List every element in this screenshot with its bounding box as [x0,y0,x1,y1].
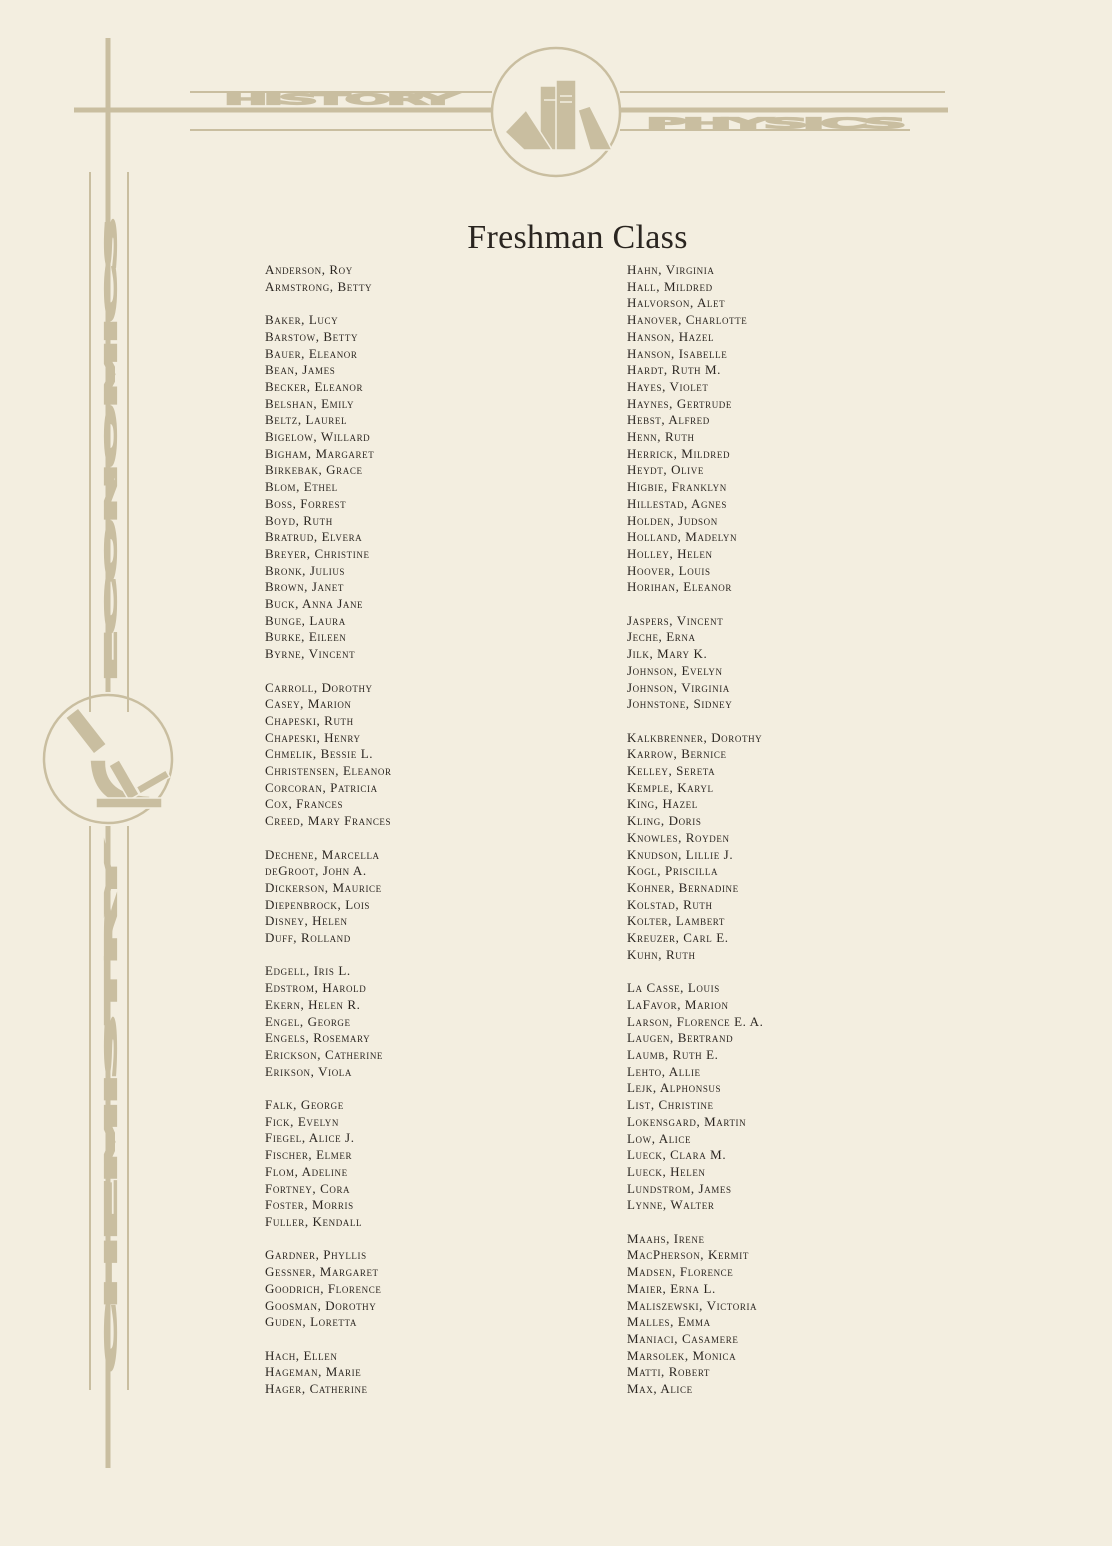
student-name: Kuhn, Ruth [627,946,696,962]
student-name: Kolter, Lambert [627,913,725,929]
student-name: King, Hazel [627,796,698,812]
student-name: Engel, George [265,1013,351,1029]
student-name: Low, Alice [627,1130,692,1146]
student-name: Kolstad, Ruth [627,896,713,912]
student-name: Kalkbrenner, Dorothy [627,729,763,745]
name-group [627,980,927,1214]
student-name: Dickerson, Maurice [265,879,382,895]
student-name: Kling, Doris [627,813,702,829]
name-group [627,730,927,964]
student-name: La Casse, Louis [627,980,720,996]
name-group [265,680,565,830]
student-name: Barstow, Betty [265,328,359,344]
student-name: MacPherson, Kermit [627,1247,749,1263]
student-name: Boss, Forrest [265,495,347,511]
name-group [627,262,927,596]
student-name: Maniaci, Casamere [627,1330,739,1346]
student-name: Edstrom, Harold [265,980,367,996]
name-group [265,847,565,947]
name-group [627,1231,927,1398]
page-title: Freshman Class [467,218,688,256]
student-name: Christensen, Eleanor [265,763,392,779]
student-name: Edgell, Iris L. [265,963,351,979]
student-name: Malles, Emma [627,1314,711,1330]
student-name: Herrick, Mildred [627,445,731,461]
student-name: Duff, Rolland [265,930,351,946]
student-name: Hanson, Hazel [627,328,715,344]
student-name: Fick, Evelyn [265,1113,339,1129]
student-name: Creed, Mary Frances [265,813,392,829]
student-name: Lundstrom, James [627,1180,732,1196]
student-name: Marsolek, Monica [627,1347,737,1363]
student-name: Jilk, Mary K. [627,646,708,662]
student-name: Horihan, Eleanor [627,579,732,595]
student-name: Guden, Loretta [265,1314,357,1330]
name-group [265,262,565,295]
student-name: Beltz, Laurel [265,412,348,428]
student-name: Kogl, Priscilla [627,863,719,879]
name-column-left [265,262,565,1414]
student-name: Fiegel, Alice J. [265,1130,355,1146]
student-name: Boyd, Ruth [265,512,333,528]
student-name: Ekern, Helen R. [265,996,361,1012]
student-name: Halvorson, Alet [627,295,726,311]
student-name: Lueck, Clara M. [627,1147,727,1163]
student-name: Cox, Frances [265,796,344,812]
student-name: List, Christine [627,1097,714,1113]
student-name: LaFavor, Marion [627,996,729,1012]
student-name: Blom, Ethel [265,479,338,495]
student-name: Bauer, Eleanor [265,345,358,361]
student-name: Laugen, Bertrand [627,1030,734,1046]
name-group [265,1247,565,1331]
student-name: Kemple, Karyl [627,779,714,795]
student-name: Bratrud, Elvera [265,529,363,545]
student-name: Karrow, Bernice [627,746,727,762]
student-name: Disney, Helen [265,913,348,929]
student-name: Birkebak, Grace [265,462,363,478]
student-name: Flom, Adeline [265,1163,348,1179]
student-name: Buck, Anna Jane [265,596,364,612]
student-name: Fuller, Kendall [265,1214,363,1229]
student-name: Hebst, Alfred [627,412,710,428]
student-name: Kelley, Sereta [627,763,716,779]
student-name: Foster, Morris [265,1197,354,1213]
student-name: Casey, Marion [265,696,352,712]
student-name: Brown, Janet [265,579,344,595]
name-group [265,963,565,1080]
student-name: Gessner, Margaret [265,1264,379,1280]
student-name: Hager, Catherine [265,1381,368,1396]
microscope-icon [66,708,170,808]
student-name: Armstrong, Betty [265,278,373,294]
student-name: Goodrich, Florence [265,1280,382,1296]
student-name: Lokensgard, Martin [627,1113,747,1129]
student-name: Knudson, Lillie J. [627,846,734,862]
student-name: Belshan, Emily [265,395,355,411]
deco-label-economics: ECONOMICS [102,587,120,680]
deco-label-chemistry: CHEMISTRY [102,1284,120,1370]
name-group [265,1348,565,1398]
student-name: Haynes, Gertrude [627,395,733,411]
student-name: Engels, Rosemary [265,1030,371,1046]
student-name: Corcoran, Patricia [265,779,378,795]
student-name: Bunge, Laura [265,612,346,628]
student-name: Bronk, Julius [265,562,346,578]
student-name: Higbie, Franklyn [627,479,727,495]
student-name: Lueck, Helen [627,1163,706,1179]
student-name: Kohner, Bernadine [627,879,739,895]
student-name: Baker, Lucy [265,312,339,328]
student-name: Falk, George [265,1097,344,1113]
student-name: Johnson, Evelyn [627,662,723,678]
student-name: Maier, Erna L. [627,1280,716,1296]
student-name: Johnson, Virginia [627,679,730,695]
student-name: Holland, Madelyn [627,529,738,545]
student-name: Lynne, Walter [627,1197,715,1213]
student-name: Diepenbrock, Lois [265,896,371,912]
student-name: Hall, Mildred [627,278,713,294]
student-name: Madsen, Florence [627,1264,734,1280]
student-name: Larson, Florence E. A. [627,1013,764,1029]
student-name: Hanover, Charlotte [627,312,748,328]
student-name: Goosman, Dorothy [265,1297,377,1313]
student-name: Knowles, Royden [627,829,730,845]
student-name: Fischer, Elmer [265,1147,353,1163]
student-name: Holley, Helen [627,545,713,561]
student-name: Erikson, Viola [265,1063,352,1079]
student-name: Max, Alice [627,1381,693,1397]
student-name: deGroot, John A. [265,863,367,879]
student-name: Matti, Robert [627,1364,710,1380]
student-name: Chmelik, Bessie L. [265,746,374,762]
deco-label-physics: PHYSICS [648,117,903,132]
student-name: Hahn, Virginia [627,262,715,277]
student-name: Hageman, Marie [265,1364,362,1380]
student-name: Henn, Ruth [627,429,695,445]
student-name: Jeche, Erna [627,629,696,645]
student-name: Heydt, Olive [627,462,704,478]
student-name: Holden, Judson [627,512,718,528]
student-name: Hardt, Ruth M. [627,362,722,378]
student-name: Carroll, Dorothy [265,679,373,695]
student-name: Bigelow, Willard [265,429,371,445]
student-name: Breyer, Christine [265,545,370,561]
name-group [627,613,927,713]
student-name: Gardner, Phyllis [265,1247,367,1263]
student-name: Lehto, Allie [627,1063,701,1079]
name-column-right [627,262,927,1414]
student-name: Maliszewski, Victoria [627,1297,758,1313]
student-name: Bigham, Margaret [265,445,375,461]
student-name: Chapeski, Ruth [265,712,354,728]
student-name: Dechene, Marcella [265,846,380,862]
student-name: Erickson, Catherine [265,1046,384,1062]
student-name: Hayes, Violet [627,378,709,394]
student-name: Hillestad, Agnes [627,495,727,511]
student-name: Maahs, Irene [627,1230,705,1246]
student-name: Hanson, Isabelle [627,345,728,361]
student-name: Anderson, Roy [265,262,353,277]
student-name: Laumb, Ruth E. [627,1047,719,1062]
student-name: Hach, Ellen [265,1347,338,1363]
deco-label-history: HISTORY [226,93,455,108]
student-name: Bean, James [265,362,336,378]
student-name: Byrne, Vincent [265,646,356,662]
student-name: Fortney, Cora [265,1180,351,1196]
student-name: Lejk, Alphonsus [627,1080,722,1096]
student-name: Jaspers, Vincent [627,612,724,628]
student-name: Chapeski, Henry [265,729,361,745]
student-name: Johnstone, Sidney [627,696,733,712]
name-group [265,312,565,663]
name-group [265,1097,565,1231]
books-icon [505,80,612,150]
student-name: Burke, Eileen [265,629,347,645]
student-name: Hoover, Louis [627,562,711,578]
student-name: Becker, Eleanor [265,378,364,394]
student-name: Kreuzer, Carl E. [627,930,729,946]
